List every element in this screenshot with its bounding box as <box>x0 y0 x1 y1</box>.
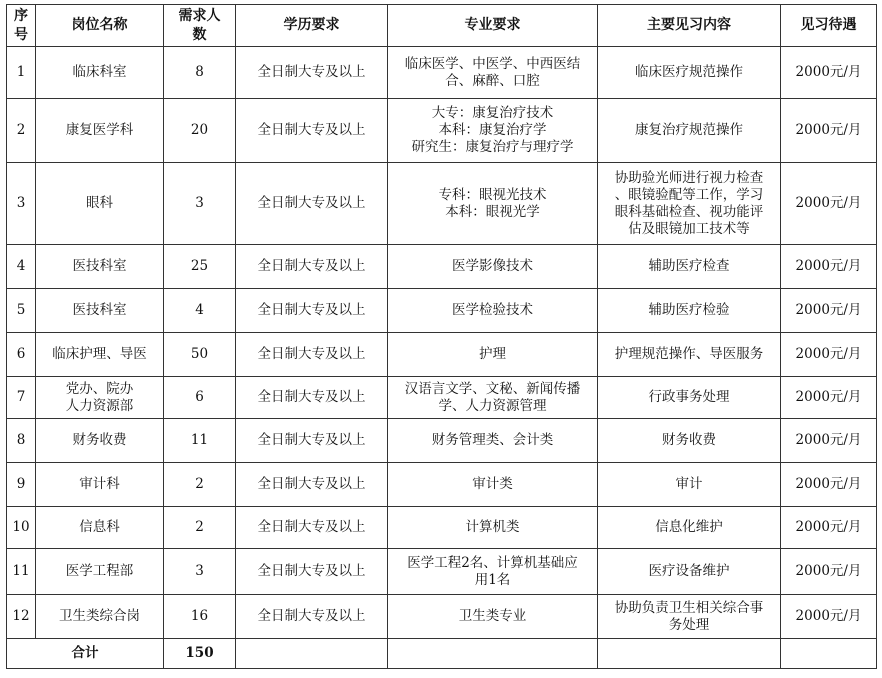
cell-position-line: 医技科室 <box>72 258 127 274</box>
cell-major <box>388 419 598 463</box>
cell-count: 50 <box>164 333 236 377</box>
cell-content <box>598 47 781 99</box>
cell-position-line: 医技科室 <box>72 302 127 318</box>
cell-pay: 2000元/月 <box>781 463 877 507</box>
cell-content <box>598 419 781 463</box>
cell-count: 16 <box>164 595 236 639</box>
cell-content <box>598 507 781 549</box>
cell-content <box>598 595 781 639</box>
cell-content <box>598 245 781 289</box>
cell-major <box>388 289 598 333</box>
cell-content-line: 辅助医疗检验 <box>648 302 730 318</box>
cell-count: 2 <box>164 463 236 507</box>
cell-education: 全日制大专及以上 <box>236 419 388 463</box>
cell-position <box>36 163 164 245</box>
cell-count: 8 <box>164 47 236 99</box>
cell-content-line: 护理规范操作、导医服务 <box>614 346 764 362</box>
total-empty-major <box>388 639 598 669</box>
cell-no: 4 <box>7 245 36 289</box>
cell-pay: 2000元/月 <box>781 377 877 419</box>
cell-education: 全日制大专及以上 <box>236 463 388 507</box>
cell-count: 11 <box>164 419 236 463</box>
cell-position-line: 康复医学科 <box>65 122 134 138</box>
cell-pay: 2000元/月 <box>781 163 877 245</box>
cell-major-line: 用1名 <box>474 571 511 588</box>
cell-position <box>36 377 164 419</box>
header-education: 学历要求 <box>236 5 388 47</box>
table-row <box>7 99 877 163</box>
cell-content <box>598 163 781 245</box>
cell-pay: 2000元/月 <box>781 333 877 377</box>
cell-position <box>36 333 164 377</box>
cell-major-line: 本科：眼视光学 <box>445 203 540 220</box>
cell-education: 全日制大专及以上 <box>236 245 388 289</box>
table-row <box>7 47 877 99</box>
cell-major <box>388 377 598 419</box>
cell-content-line: 审计 <box>675 476 703 492</box>
cell-major-line: 医学影像技术 <box>452 258 533 274</box>
header-row <box>7 5 877 47</box>
cell-content <box>598 99 781 163</box>
cell-count: 3 <box>164 549 236 595</box>
cell-education: 全日制大专及以上 <box>236 377 388 419</box>
cell-major <box>388 507 598 549</box>
table-row <box>7 377 877 419</box>
cell-content-line: 临床医疗规范操作 <box>635 64 743 80</box>
cell-count: 3 <box>164 163 236 245</box>
cell-pay: 2000元/月 <box>781 419 877 463</box>
table-row <box>7 507 877 549</box>
cell-pay: 2000元/月 <box>781 47 877 99</box>
cell-count: 2 <box>164 507 236 549</box>
cell-pay: 2000元/月 <box>781 289 877 333</box>
cell-major-line: 大专：康复治疗技术 <box>431 105 554 121</box>
cell-education: 全日制大专及以上 <box>236 333 388 377</box>
cell-pay: 2000元/月 <box>781 507 877 549</box>
cell-content-line: 估及眼镜加工技术等 <box>628 220 750 237</box>
cell-major-line: 专科：眼视光技术 <box>438 186 547 203</box>
total-empty-content <box>598 639 781 669</box>
cell-major <box>388 245 598 289</box>
table-row <box>7 595 877 639</box>
cell-no: 1 <box>7 47 36 99</box>
cell-major-line: 汉语言文学、文秘、新闻传播 <box>404 380 581 397</box>
cell-content <box>598 289 781 333</box>
cell-education: 全日制大专及以上 <box>236 289 388 333</box>
cell-major-line: 护理 <box>479 346 506 362</box>
cell-major-line: 医学检验技术 <box>452 302 533 318</box>
cell-education: 全日制大专及以上 <box>236 99 388 163</box>
cell-position <box>36 245 164 289</box>
cell-education: 全日制大专及以上 <box>236 507 388 549</box>
cell-position-line: 眼科 <box>86 195 113 211</box>
cell-content-line: 、眼镜验配等工作，学习 <box>614 186 764 203</box>
cell-count: 20 <box>164 99 236 163</box>
cell-no: 8 <box>7 419 36 463</box>
cell-position <box>36 47 164 99</box>
cell-no: 10 <box>7 507 36 549</box>
header-major: 专业要求 <box>388 5 598 47</box>
cell-major <box>388 333 598 377</box>
cell-major-line: 审计类 <box>472 476 513 492</box>
cell-content <box>598 549 781 595</box>
cell-position <box>36 99 164 163</box>
internship-table-wrapper <box>6 4 877 669</box>
cell-content-line: 眼科基础检查、视功能评 <box>614 203 764 220</box>
cell-position-line: 信息科 <box>79 519 120 535</box>
header-position: 岗位名称 <box>36 5 164 47</box>
total-count: 150 <box>164 639 236 669</box>
cell-content-line: 财务收费 <box>662 432 716 448</box>
table-row <box>7 463 877 507</box>
table-row <box>7 289 877 333</box>
cell-major <box>388 163 598 245</box>
cell-content-line: 协助验光师进行视力检查 <box>614 169 764 186</box>
cell-content <box>598 463 781 507</box>
cell-major-line: 学、人力资源管理 <box>438 397 547 414</box>
total-row <box>7 639 877 669</box>
cell-education: 全日制大专及以上 <box>236 595 388 639</box>
header-no: 序 号 <box>7 5 36 47</box>
cell-major-line: 本科：康复治疗学 <box>438 122 547 138</box>
header-content: 主要见习内容 <box>598 5 781 47</box>
cell-content-line: 务处理 <box>668 616 710 633</box>
cell-position <box>36 507 164 549</box>
cell-no: 12 <box>7 595 36 639</box>
cell-position <box>36 419 164 463</box>
cell-position-line: 财务收费 <box>72 432 127 448</box>
table-row <box>7 245 877 289</box>
total-label: 合计 <box>7 639 164 669</box>
internship-positions-table <box>6 4 877 669</box>
cell-no: 2 <box>7 99 36 163</box>
cell-content-line: 辅助医疗检查 <box>648 258 730 274</box>
cell-major <box>388 99 598 163</box>
cell-content-line: 医疗设备维护 <box>648 563 730 579</box>
cell-pay: 2000元/月 <box>781 595 877 639</box>
cell-major-line: 卫生类专业 <box>458 608 527 624</box>
cell-no: 7 <box>7 377 36 419</box>
header-pay: 见习待遇 <box>781 5 877 47</box>
cell-position <box>36 595 164 639</box>
table-row <box>7 163 877 245</box>
cell-no: 6 <box>7 333 36 377</box>
cell-no: 5 <box>7 289 36 333</box>
total-empty-education <box>236 639 388 669</box>
cell-count: 25 <box>164 245 236 289</box>
cell-position-line: 卫生类综合岗 <box>59 608 140 624</box>
cell-major <box>388 549 598 595</box>
cell-position-line: 审计科 <box>79 476 120 492</box>
cell-pay: 2000元/月 <box>781 99 877 163</box>
cell-position <box>36 289 164 333</box>
cell-pay: 2000元/月 <box>781 549 877 595</box>
cell-no: 3 <box>7 163 36 245</box>
cell-count: 6 <box>164 377 236 419</box>
cell-education: 全日制大专及以上 <box>236 163 388 245</box>
cell-major-line: 临床医学、中医学、中西医结 <box>404 55 581 72</box>
cell-position <box>36 549 164 595</box>
cell-content <box>598 333 781 377</box>
cell-position-line: 临床护理、导医 <box>52 346 147 362</box>
cell-major <box>388 47 598 99</box>
table-body <box>7 47 877 639</box>
cell-major-line: 医学工程2名、计算机基础应 <box>407 554 578 571</box>
cell-position-line: 临床科室 <box>72 64 127 80</box>
cell-no: 9 <box>7 463 36 507</box>
total-empty-pay <box>781 639 877 669</box>
cell-content-line: 行政事务处理 <box>648 389 730 405</box>
cell-education: 全日制大专及以上 <box>236 47 388 99</box>
cell-position-line: 党办、院办 <box>65 380 134 397</box>
cell-education: 全日制大专及以上 <box>236 549 388 595</box>
table-row <box>7 333 877 377</box>
cell-major-line: 合、麻醉、口腔 <box>445 72 540 89</box>
cell-content-line: 康复治疗规范操作 <box>635 122 743 138</box>
cell-major-line: 计算机类 <box>465 519 520 535</box>
cell-major <box>388 595 598 639</box>
cell-content-line: 信息化维护 <box>655 519 723 535</box>
cell-content-line: 协助负责卫生相关综合事 <box>614 599 764 616</box>
table-row <box>7 419 877 463</box>
table-row <box>7 549 877 595</box>
cell-pay: 2000元/月 <box>781 245 877 289</box>
cell-major-line: 财务管理类、会计类 <box>431 432 554 448</box>
cell-content <box>598 377 781 419</box>
header-demand: 需求人 数 <box>164 5 236 47</box>
cell-major-line: 研究生：康复治疗与理疗学 <box>411 139 574 155</box>
cell-position-line: 人力资源部 <box>65 397 134 414</box>
cell-major <box>388 463 598 507</box>
cell-no: 11 <box>7 549 36 595</box>
cell-position <box>36 463 164 507</box>
cell-position-line: 医学工程部 <box>65 563 134 579</box>
cell-count: 4 <box>164 289 236 333</box>
